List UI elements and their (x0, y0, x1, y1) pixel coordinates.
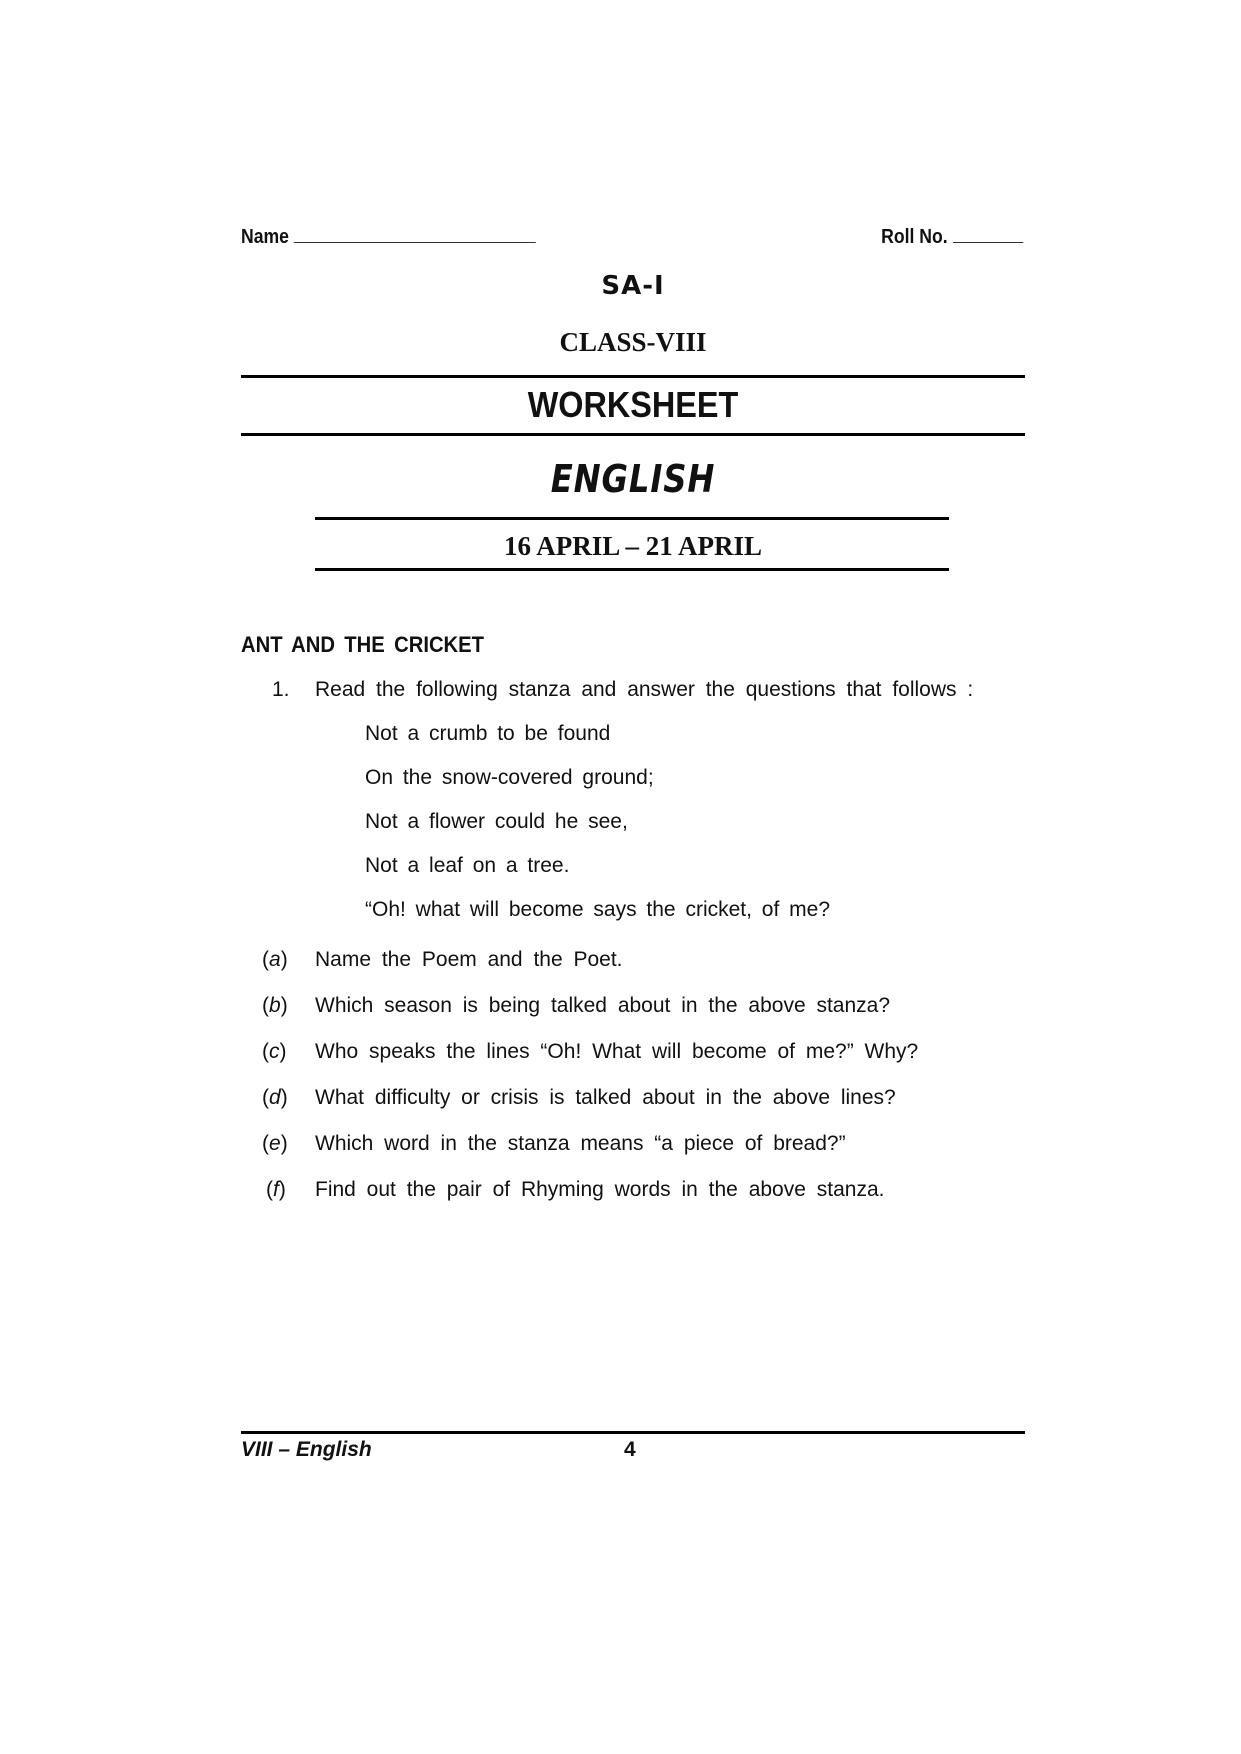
stanza-line: On the snow-covered ground; (365, 766, 654, 789)
sub-question-text: What difficulty or crisis is talked about in the above lines? (315, 1086, 896, 1109)
sub-question-text: Who speaks the lines “Oh! What will become of me?” Why? (315, 1040, 919, 1063)
sub-question-text: Which word in the stanza means “a piece of bread?” (315, 1132, 846, 1155)
header-row (241, 226, 948, 252)
sub-question-label: (c) (262, 1040, 287, 1063)
worksheet-title: WORKSHEET (527, 384, 739, 425)
question-text: Read the following stanza and answer the questions that follows : (315, 678, 974, 701)
sub-question-text: Find out the pair of Rhyming words in the above stanza. (315, 1178, 885, 1201)
sub-question-label: (a) (262, 948, 288, 971)
footer-divider (241, 1431, 1025, 1434)
stanza-line: Not a leaf on a tree. (365, 854, 570, 877)
sub-question-label: (b) (262, 994, 288, 1017)
stanza (365, 722, 830, 942)
name-label: Name (241, 226, 289, 248)
sub-question-label: (e) (262, 1132, 288, 1155)
stanza-line: Not a flower could he see, (365, 810, 628, 833)
class-title: CLASS-VIII (559, 327, 707, 357)
question-number: 1. (272, 678, 290, 701)
divider-top (241, 375, 1025, 378)
roll-number-blank-line[interactable] (953, 241, 1023, 243)
sub-question-label: (d) (262, 1086, 288, 1109)
exam-title: SA-I (601, 271, 665, 301)
roll-number-field[interactable] (881, 226, 1023, 249)
date-range: 16 APRIL – 21 APRIL (503, 531, 763, 561)
divider-date-bottom (315, 568, 949, 571)
stanza-line: Not a crumb to be found (365, 722, 611, 745)
sub-question-text: Which season is being talked about in the above stanza? (315, 994, 891, 1017)
page-number: 4 (624, 1438, 636, 1461)
divider-date-top (315, 517, 949, 520)
sub-question-text: Name the Poem and the Poet. (315, 948, 623, 971)
roll-number-label: Roll No. (881, 226, 948, 248)
name-field[interactable] (241, 226, 536, 249)
sub-question-label: (f) (266, 1178, 286, 1201)
name-blank-line[interactable] (294, 241, 536, 243)
subject-title: ENGLISH (550, 457, 716, 501)
section-title: ANT AND THE CRICKET (241, 632, 485, 657)
footer-class-subject: VIII – English (241, 1438, 372, 1461)
divider-mid (241, 433, 1025, 436)
stanza-line: “Oh! what will become says the cricket, of me? (365, 898, 830, 921)
